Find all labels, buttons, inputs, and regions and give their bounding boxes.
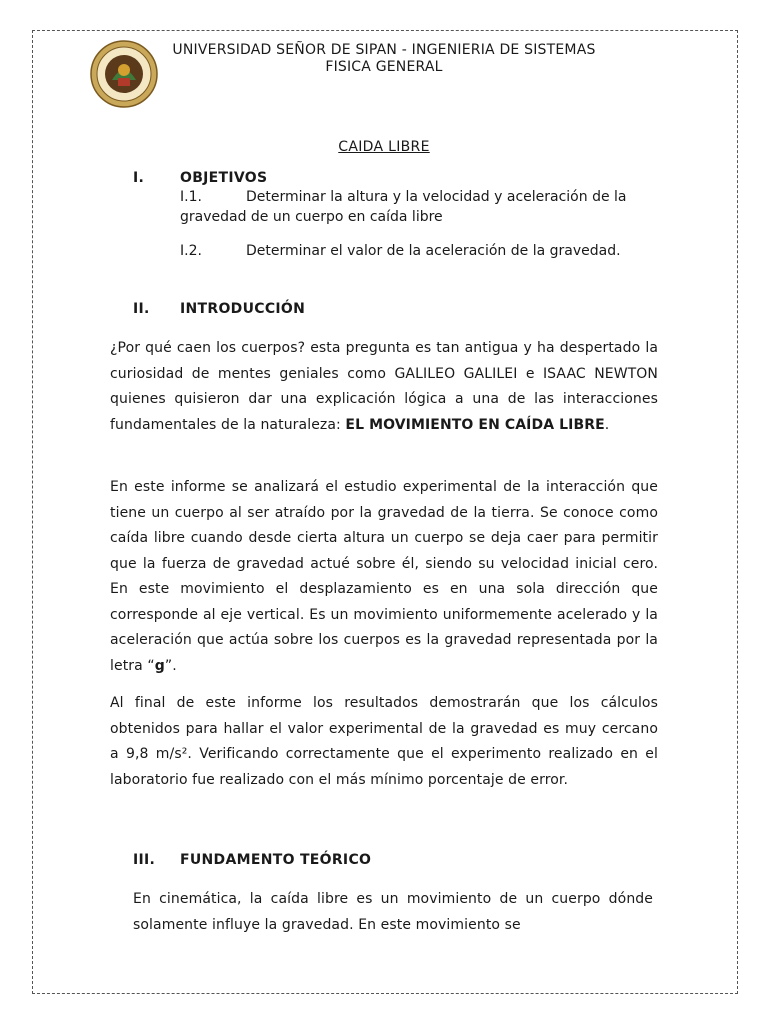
section-label: OBJETIVOS	[180, 170, 268, 186]
emphasis-text: EL MOVIMIENTO EN CAÍDA LIBRE	[345, 416, 605, 433]
theory-paragraph-1	[133, 887, 653, 938]
intro-paragraph-2	[110, 475, 658, 679]
document-header	[100, 42, 668, 76]
section-number: I.	[133, 170, 145, 186]
paragraph-text: .	[604, 416, 610, 433]
section-number: III.	[133, 852, 156, 868]
page-title: CAIDA LIBRE	[338, 139, 430, 155]
section-heading-introduccion	[133, 301, 306, 317]
emphasis-text: g	[154, 657, 165, 674]
paragraph-text: En cinemática, la caída libre es un movimiento de un cuerpo dónde solamente influye la gravedad. En este movimiento se	[133, 891, 653, 933]
section-heading-fundamento	[133, 852, 372, 868]
header-course: FISICA GENERAL	[325, 59, 443, 75]
section-label: INTRODUCCIÓN	[180, 301, 306, 317]
objective-item	[180, 187, 658, 227]
intro-paragraph-3	[110, 691, 658, 793]
paragraph-text: ¿Por qué caen los cuerpos? esta pregunta es tan antigua y ha despertado la curiosidad de mentes geniales como GALILEO GALILEI e ISAAC NEWTON quienes quisieron dar una explicación lógica a una de las interacciones fundamentales de la naturaleza:	[110, 340, 658, 433]
paragraph-text: ”.	[164, 657, 177, 674]
objective-text: Determinar el valor de la aceleración de la gravedad.	[246, 243, 621, 259]
objective-number: I.2.	[180, 243, 202, 259]
paragraph-text: En este informe se analizará el estudio experimental de la interacción que tiene un cuerpo al ser atraído por la gravedad de la tierra. Se conoce como caída libre cuando desde cierta altura un cuerpo se deja caer para permitir que la fuerza de gravedad actué sobre él, siendo su velocidad inicial cero. En este movimiento el desplazamiento es en una sola dirección que corresponde al eje vertical. Es un movimiento uniformemente acelerado y la aceleración que actúa sobre los cuerpos es la gravedad representada por la letra “	[110, 479, 658, 674]
intro-paragraph-1	[110, 336, 658, 438]
objective-text: Determinar la altura y la velocidad y aceleración de la gravedad de un cuerpo en caída libre	[180, 189, 627, 225]
section-number: II.	[133, 301, 150, 317]
header-university: UNIVERSIDAD SEÑOR DE SIPAN - INGENIERIA DE SISTEMAS	[172, 42, 596, 58]
section-label: FUNDAMENTO TEÓRICO	[180, 852, 372, 868]
paragraph-text: Al final de este informe los resultados demostrarán que los cálculos obtenidos para hallar el valor experimental de la gravedad es muy cercano a 9,8 m/s². Verificando correctamente que el experimento realizado en el laboratorio fue realizado con el más mínimo porcentaje de error.	[110, 695, 658, 788]
objective-item	[180, 238, 658, 265]
section-heading-objetivos	[133, 170, 268, 186]
objective-number: I.1.	[180, 189, 202, 205]
